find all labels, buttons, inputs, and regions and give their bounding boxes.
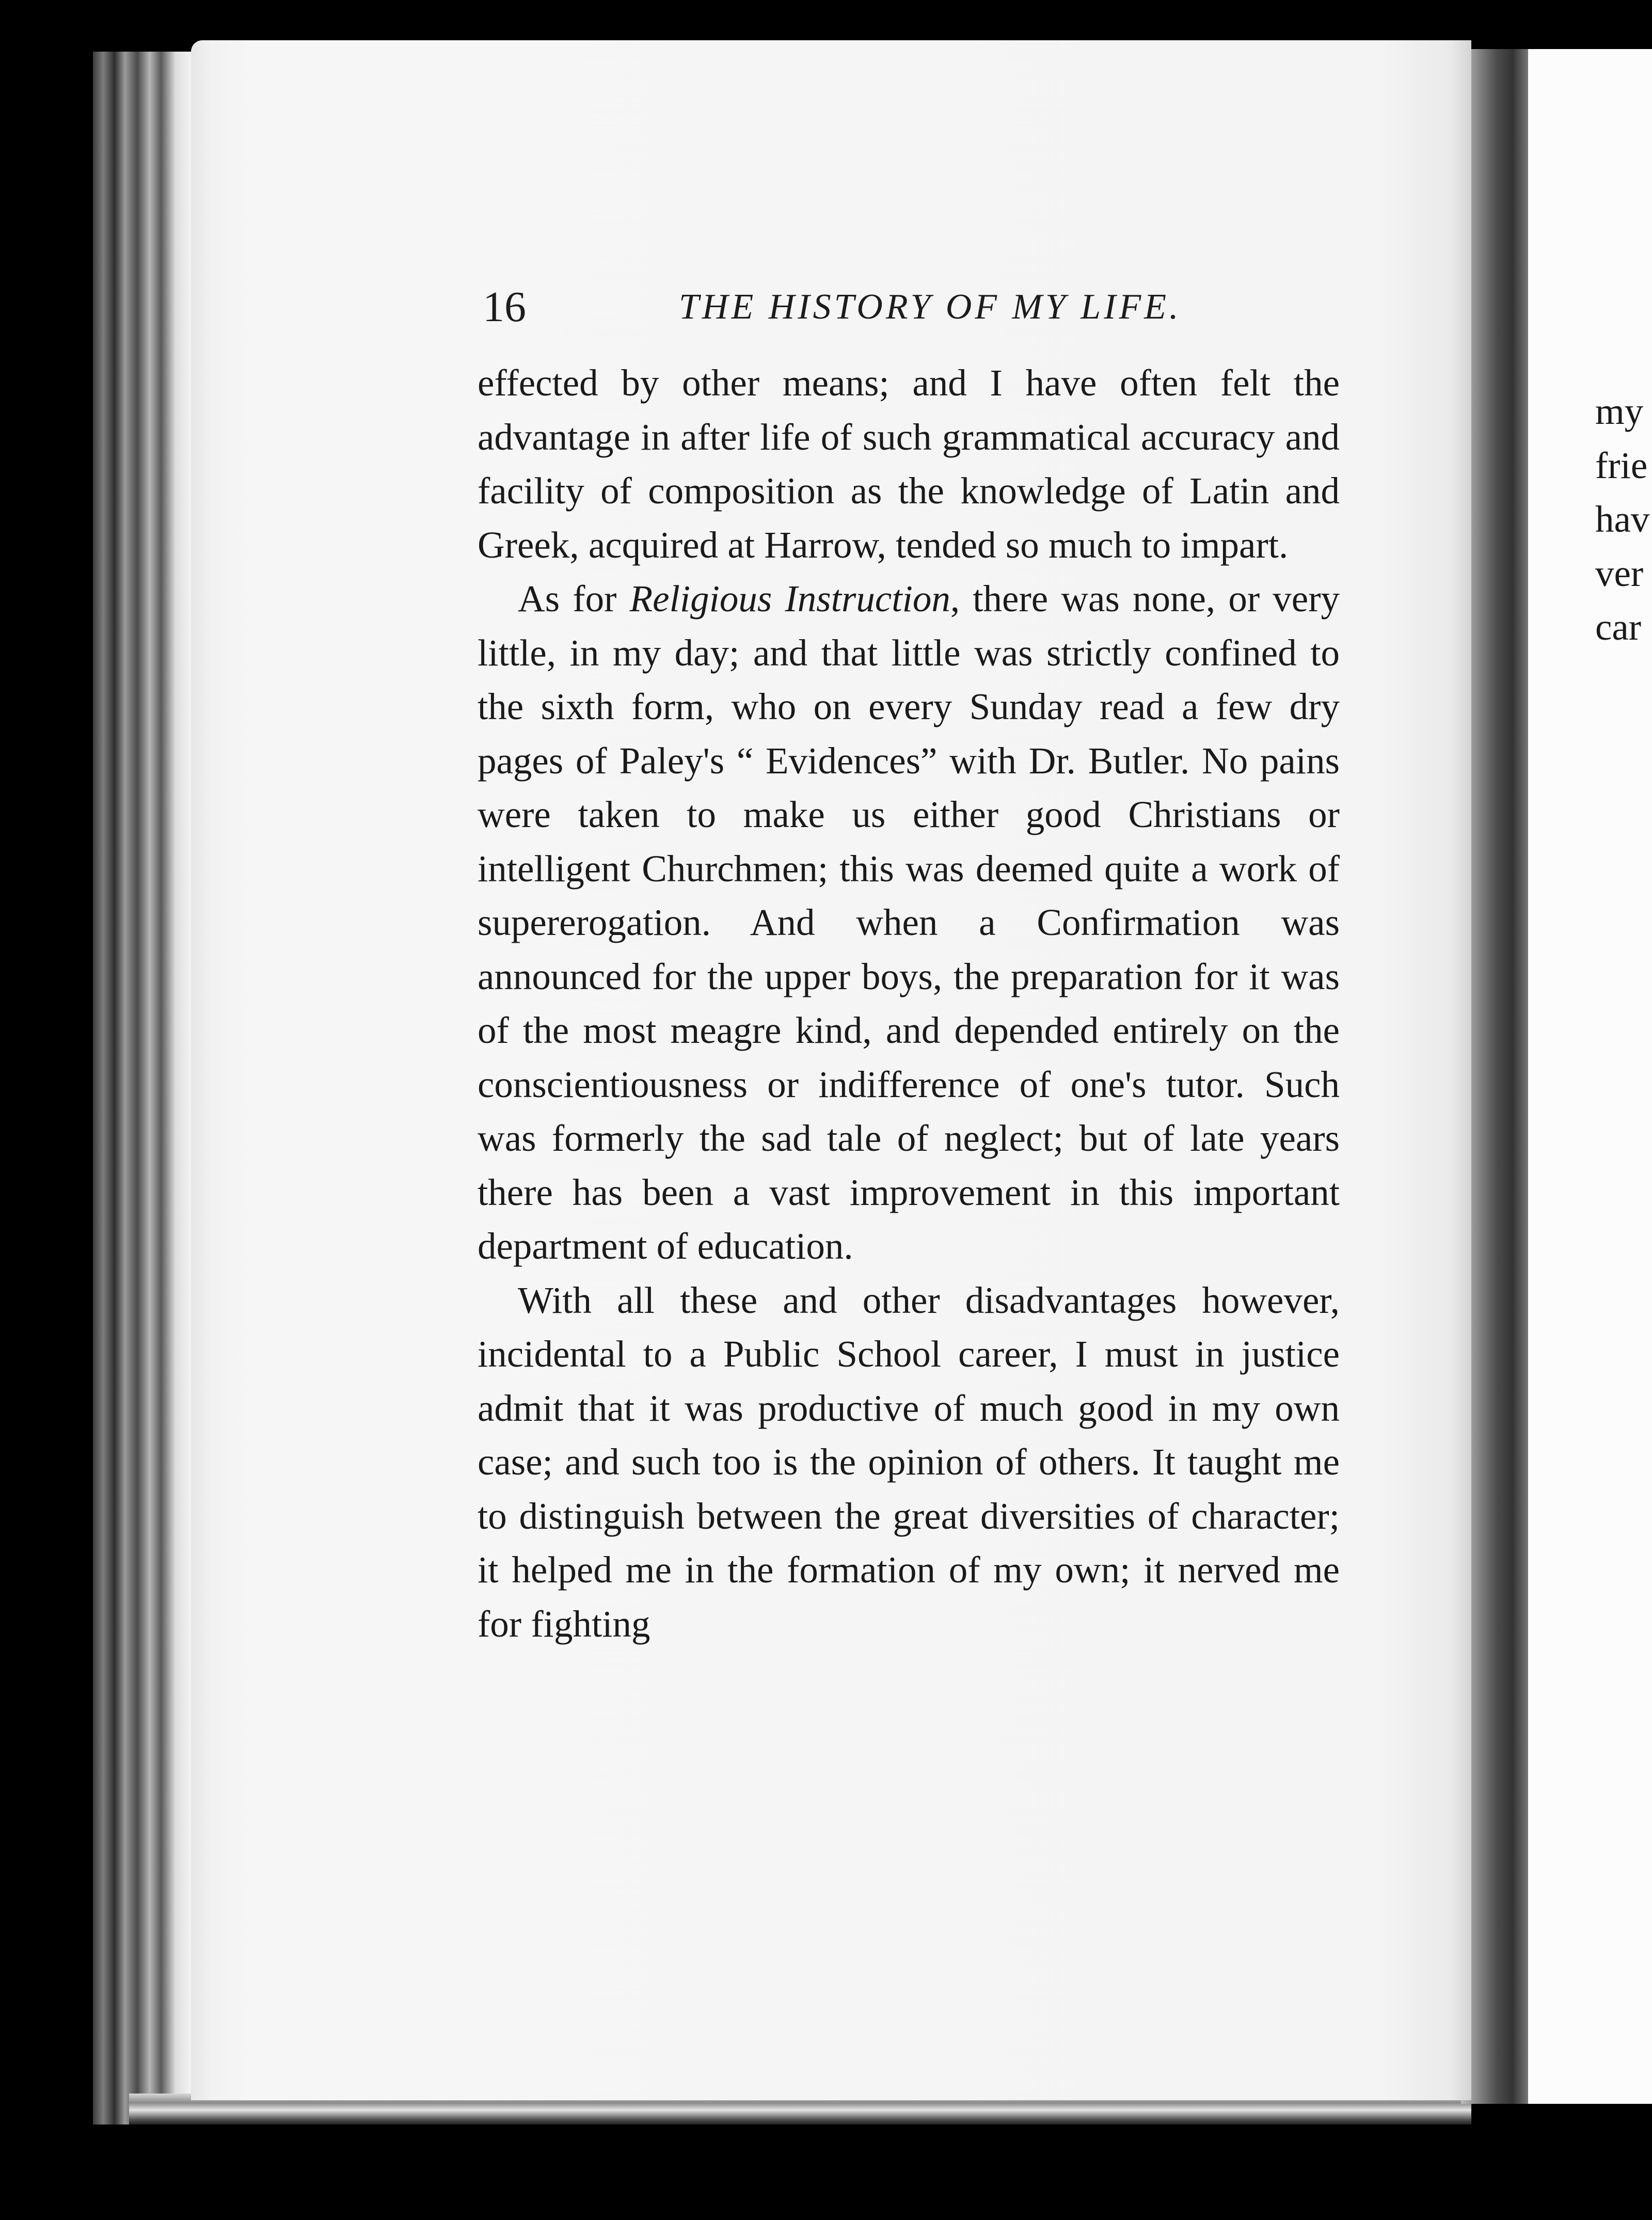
body-text [478, 356, 1340, 1651]
paragraph-2-rest: , there was none, or very little, in my day; and that little was strictly confined to the sixth form, who on every Sunday read a few dry pages of Paley's “ Evidences” with Dr. Butler. No pains were taken to make us either good Christians or intelligent Churchmen; this was deemed quite a work of supererogation. And when a Confirmation was announced for the upper boys, the preparation for it was of the most meagre kind, and depended entirely on the conscientiousness or indifference of one's tutor. Such was formerly the sad tale of neglect; but of late years there has been a vast improvement in this important department of education. [478, 578, 1340, 1267]
facing-fragment: hav [1595, 498, 1650, 540]
page-number: 16 [483, 283, 526, 331]
facing-fragment: ver [1595, 552, 1644, 594]
facing-fragment: frie [1595, 444, 1648, 486]
religious-instruction-italic: Religious Instruction [629, 578, 950, 620]
page-edge-stack [93, 52, 191, 2124]
paragraph-3: With all these and other disadvantages however, incidental to a Public School career, I must in justice admit that it was productive of much good in my own case; and such too is the opinion of others. It taught me to distinguish between the great diversities of character; it helped me in the formation of my own; it nerved me for fighting [478, 1279, 1340, 1645]
facing-fragment: my [1595, 390, 1644, 432]
paragraph-2 [478, 572, 1340, 1274]
facing-page [1528, 49, 1652, 2104]
running-head [483, 279, 1340, 336]
facing-page-text [1595, 385, 1649, 655]
running-title: THE HISTORY OF MY LIFE. [679, 287, 1182, 327]
paragraph-1: effected by other means; and I have often felt the advantage in after life of such grammatical accuracy and facility of composition as the knowledge of Latin and Greek, acquired at Harrow, tended so much to impart. [478, 362, 1340, 566]
facing-fragment: car [1595, 606, 1642, 648]
paragraph-2-lead: As for [518, 578, 630, 620]
